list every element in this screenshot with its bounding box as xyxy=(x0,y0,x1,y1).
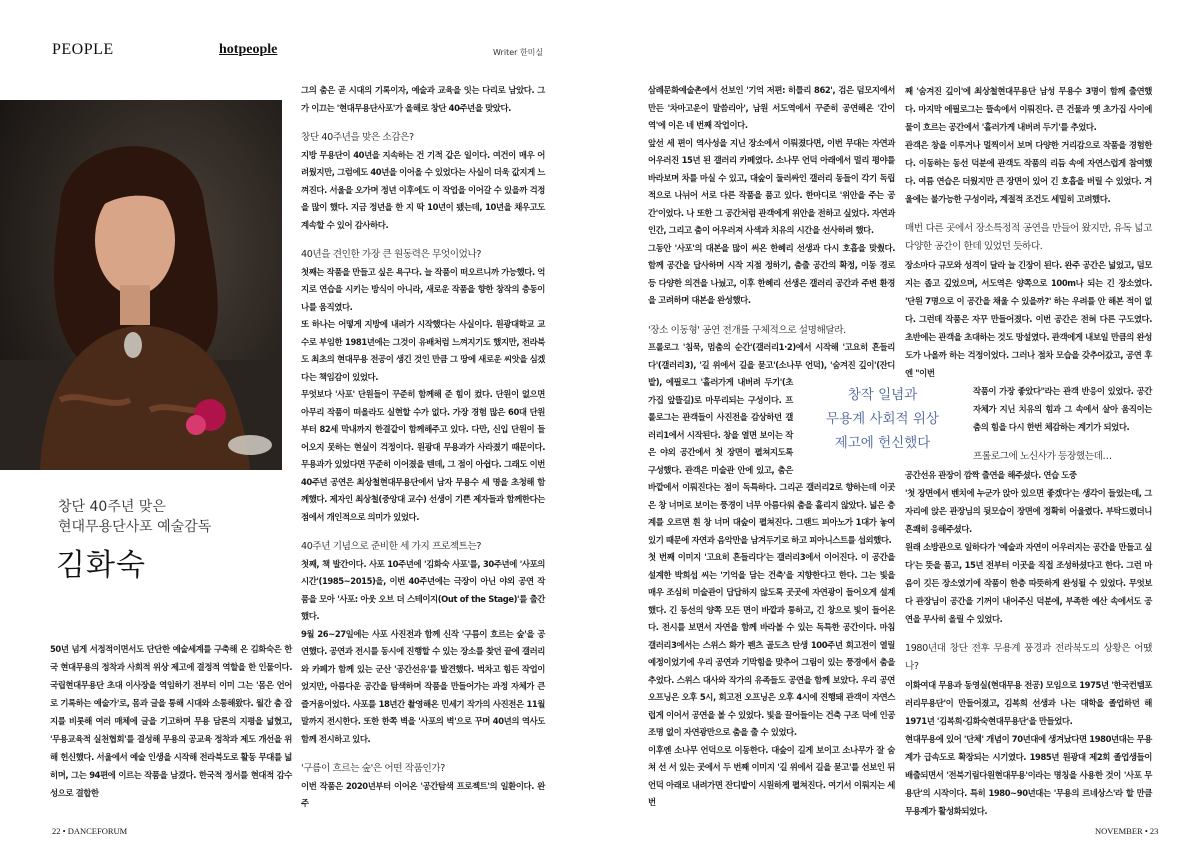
answer-paragraph: 장소마다 규모와 성격이 달라 늘 긴장이 된다. 완주 공간은 넓었고, 덤모지는 좁고 깊었으며, 서도역은 양쪽으로 100m나 되는 긴 장소였다. '단원 7명으로 이 공간을 채울 수 있을까?' 하는 우려를 안 해본 적이 없다. 그런데 작품은 자꾸 만들어졌다. 이번 공간은 전혀 다른 구도였다. 초반에는 관객을 초대하는 것도 망설였다. 관객에게 내보일 만큼의 완성도가 나올까 하는 걱정이었다. 그러나 점차 모습을 갖추어갔고, 공연 후엔 "이번 xyxy=(905,260,1152,378)
answer-paragraph: 째 '숨겨진 깊이'에 최상철현대무용단 남성 무용수 3명이 함께 출연했다. 마지막 에필로그는 뜰속에서 이뤄진다. 큰 건물과 옛 초가집 사이에 물이 흐르는 공간에서 '흘러가게 내버려 두기'를 추었다. xyxy=(905,86,1152,132)
question: '장소 이동형' 공연 전개를 구체적으로 설명해달라. xyxy=(648,324,846,336)
answer-paragraph: 또 하나는 어떻게 지방에 내려가 시작했다는 사실이다. 원광대학교 교수로 부임한 1981년에는 그것이 유배처럼 느껴지기도 했지만, 전라북도 최초의 현대무용 전공이 생긴 것인 만큼 그 땅에 새로운 씨앗을 심겠다는 책임감이 있었다. xyxy=(301,319,545,382)
answer-paragraph: 무엇보다 '사포' 단원들이 꾸준히 함께해 준 힘이 컸다. 단원이 없으면 아무리 작품이 떠올라도 실현할 수가 없다. 가장 경험 많은 60대 단원부터 82세 막내까지 한결같이 함께해주고 있다. 다만, 신입 단원이 들어오지 못하는 현실이 걱정이다. 원광대 무용과가 사라졌기 때문이다. 무용과가 있었다면 꾸준히 이어졌을 텐데, 그 점이 아쉽다. 그래도 이번 40주년 공연은 최상철현대무용단에서 남자 무용수 세 명을 초청해 함께했다. 제자인 최상철(중앙대 교수) 선생이 기쁜 제자들과 함께한다는 점에서 개인적으로 의미가 있었다. xyxy=(301,389,545,522)
headline-line-1: 창단 40주년 맞은 xyxy=(58,499,166,515)
portrait-photo xyxy=(0,100,282,470)
pull-quote-line: 무용계 사회적 위상 xyxy=(826,411,939,427)
question: 창단 40주년을 맞은 소감은? xyxy=(301,132,414,143)
answer-paragraph: 9월 26~27일에는 사포 사진전과 함께 신작 '구름이 흐르는 숲'을 공연했다. 공연과 전시를 동시에 진행할 수 있는 장소를 찾던 끝에 갤러리와 카페가 함께 있는 군산 '공간선유'를 발견했다. 벅차고 힘든 작업이었지만, 아름다운 공간을 탐색하며 작품을 만들어가는 과정 자체가 큰 즐거움이었다. 사포를 18년간 촬영해온 민세기 작가의 사진전은 11월 말까지 전시한다. 또한 한쪽 벽을 '사포의 벽'으로 꾸며 40년의 역사도 함께 전시하고 있다. xyxy=(301,628,545,744)
intro-paragraph: 50년 넘게 서정적이면서도 단단한 예술세계를 구축해 온 김화숙은 한국 현대무용의 정착과 사회적 위상 제고에 결정적 역할을 한 인물이다. 국립현대무용단 초대 이사장을 역임하기 전부터 이미 그는 '몸은 언어로 기록하는 예술가'로, 몸과 글을 통해 시대와 소통해왔다. 월간 춤 잡지를 비롯해 여러 매체에 글을 기고하며 무용 담론의 지평을 넓혔고, '무용교육적 실천협회'를 결성해 무용의 공교육 정착과 제도 개선을 위해 헌신했다. 서울에서 예술 인생을 시작해 전라북도로 활동 무대를 넓히며, 그는 94편에 이르는 작품을 남겼다. 한국적 정서를 현대적 감수성으로 결합한 xyxy=(50,644,292,798)
folio-right: NOVEMBER • 23 xyxy=(1095,826,1159,836)
folio-left: 22 • DANCEFORUM xyxy=(52,826,128,836)
question: 1980년대 창단 전후 무용계 풍경과 전라북도의 상황은 어땠나? xyxy=(905,643,1152,672)
answer-paragraph: 작품이 가장 좋았다"라는 관객 반응이 있었다. 공간 자체가 지닌 치유의 힘과 그 속에서 살아 움직이는 춤의 힘을 다시 한번 체감하는 계기가 되었다. xyxy=(973,386,1152,432)
question: '구름이 흐르는 숲'은 어떤 작품인가? xyxy=(301,763,445,774)
answer-paragraph: 그동안 '사포'의 대본을 많이 써온 한혜리 선생과 다시 호흡을 맞췄다. 함께 공간을 답사하며 시작 지점 정하기, 춤출 공간의 확정, 이동 경로 등 다양한 의견을 나눴고, 이후 한혜리 선생은 갤러리 공간과 주변 환경을 고려하며 대본을 완성했다. xyxy=(648,242,895,305)
answer-paragraph: 삼례문화예술촌에서 선보인 '기억 저편: 히틀리 862', 검은 덤모지에서 만든 '차마고운이 말씀리아', 남원 서도역에서 꾸준히 공연해온 '간이역'에 이은 네 번째 작업이다. xyxy=(648,85,895,130)
subject-name: 김화숙 xyxy=(56,548,146,583)
question: 매번 다른 곳에서 장소특정적 공연을 만들어 왔지만, 유독 넓고 다양한 공간이 한데 있었던 듯하다. xyxy=(905,223,1152,252)
pull-quote-line: 제고에 헌신했다 xyxy=(834,435,931,451)
answer-paragraph: 이화여대 무용과 동영실(현대무용 전공) 모임으로 1975년 '한국컨템포러리무용단'이 만들어졌고, 김복희 선생과 나는 대학을 졸업하던 해 1971년 '김복희·김화숙현대무용단'을 만들었다. xyxy=(905,680,1152,726)
pull-quote xyxy=(800,383,965,455)
subsection-label: hotpeople xyxy=(219,42,278,57)
answer-paragraph: 지방 무용단이 40년을 지속하는 건 기적 같은 일이다. 여건이 매우 어려웠지만, 그럼에도 40년을 이어올 수 있었다는 사실이 더욱 값지게 느껴진다. 서울을 오가며 정년 이후에도 이 작업을 이어갈 수 있을까 걱정을 많이 했다. 지금 정년을 한 지 딱 10년이 됐는데, 10년을 채우고도 계속할 수 있어 감사하다. xyxy=(301,149,545,230)
answer-paragraph: 현대무용에 있어 '단체' 개념이 70년대에 생겨났다면 1980년대는 무용계가 급속도로 확장되는 시기였다. 1985년 원광대 제2회 졸업생들이 배출되면서 '전북기림다원현대무용'이라는 명칭을 사용한 것이 '사포 무용단'의 시작이다. 특히 1980~90년대는 '무용의 르네상스'라 할 만큼 무용계가 활성화되었다. xyxy=(905,734,1152,816)
answer-paragraph: 첫 번째 이미지 '고요히 흔들리다'는 갤러리3에서 이어진다. 이 공간을 설계한 박희섭 씨는 '기억을 담는 건축'을 지향한다고 한다. 그는 빛을 매우 조심히 미술관이 답답하지 않도록 곳곳에 자연광이 들어오게 설계했다. 긴 동선의 양쪽 모든 면이 바깥과 통하고, 긴 창으로 빛이 들어온다. 전시를 보면서 자연을 함께 바라볼 수 있는 독특한 공간이다. 마침 갤러리3에서는 스위스 화가 펜츠 골도츠 탄생 100주년 회고전이 열릴 예정이었기에 우리 공연과 기막힘을 맞추어 그림이 있는 풍경에서 춤을 추었다. 스위스 대사와 작가의 유족들도 공연을 함께 보았다. 우리 공연 오프닝은 오후 5시, 회고전 오프닝은 오후 4시에 진행돼 관객이 자연스럽게 이어서 공연을 볼 수 있었다. 빛을 끌어들이는 건축 구조 덕에 인공조명 없이 자연광만으로 춤을 출 수 있었다. xyxy=(648,552,895,737)
body-column-2 xyxy=(301,82,545,813)
answer-paragraph: 앞선 세 편이 역사성을 지닌 장소에서 이뤄졌다면, 이번 무대는 자연과 어우러진 15년 된 갤러리 카페였다. 소나무 언덕 아래에서 멀리 평야를 바라보며 차를 마실 수 있고, 대숲이 둘러싸인 갤러리 동들이 각기 독립적으로 나뉘어 서로 다른 작품을 품고 있다. 한마디로 '위안을 주는 공간'이었다. 나 또한 그 공간처럼 관객에게 위안을 전하고 싶었다. 자연과 인간, 그리고 춤이 어우러져 사색과 치유의 시간을 선사하려 했다. xyxy=(648,137,895,235)
answer-paragraph: 첫째는 작품을 만들고 싶은 욕구다. 늘 작품이 떠오르니까 가능했다. 억지로 연습을 시키는 방식이 아니라, 새로운 작품을 향한 창작의 충동이 나를 움직였다. xyxy=(301,266,545,312)
headline xyxy=(58,497,211,537)
body-column-1 xyxy=(50,640,292,802)
answer-paragraph: '첫 장면에서 벤치에 누군가 앉아 있으면 좋겠다'는 생각이 들었는데, 그 자리에 앉은 관장님의 뒷모습이 장면에 정확히 어울렸다. 부탁드렸더니 흔쾌히 응해주셨다. xyxy=(905,488,1152,534)
section-label: PEOPLE xyxy=(52,41,114,58)
writer-credit: Writer 한미실 xyxy=(493,48,544,57)
answer-paragraph: 원래 소방관으로 일하다가 '예술과 자연이 어우러지는 공간을 만들고 싶다'는 뜻을 품고, 15년 전부터 이곳을 직접 조성하셨다고 한다. 그런 마음이 깃든 장소였기에 작품이 한층 따뜻하게 완성될 수 있었다. 무엇보다 관장님이 공간을 기꺼이 내어주신 덕분에, 부족한 예산 속에서도 공연을 무사히 올릴 수 있었다. xyxy=(905,542,1152,624)
answer-paragraph: 이후엔 소나무 언덕으로 이동한다. 대숲이 길게 보이고 소나무가 잘 숨쳐 선 서 있는 곳에서 두 번째 이미지 '길 위에서 길을 묻고'를 선보인 뒤 언덕 아래로 내려가면 잔디밭이 시원하게 펼쳐진다. 여기서 이뤄지는 세 번 xyxy=(648,744,895,807)
headline-line-2: 현대무용단사포 예술감독 xyxy=(58,519,212,535)
answer-paragraph: 이번 작품은 2020년부터 이어온 '공간탐색 프로젝트'의 일환이다. 완주 xyxy=(301,780,545,808)
answer-paragraph: 첫째, 책 발간이다. 사포 10주년에 '김화숙 사포'를, 30주년에 '사포의 시간'(1985~2015)을, 이번 40주년에는 극장이 아닌 야외 공연 작품을 모아 '사포: 아웃 오브 더 스테이지(Out of the Stage)'를 출간했다. xyxy=(301,558,545,621)
question: 40주년 기념으로 준비한 세 가지 프로젝트는? xyxy=(301,541,482,552)
question: 40년을 견인한 가장 큰 원동력은 무엇이었나? xyxy=(301,249,482,260)
answer-paragraph: 프롤로그 '침묵, 멈춤의 순간'(갤러리1·2)에서 시작해 '고요히 흔들리다'(갤러리3), '길 위에서 길을 묻고'(소나무 언덕), '숨겨진 깊이'(잔디밭), 에필로그 '흘러가게 내버려 두기'(초가집 앞뜰길)로 마무리되는 구성이다. 프롤로그는 관객들이 사진전을 감상하던 갤러리1에서 시작된다. 창을 열면 보이는 작은 야외 공간에서 첫 장면이 펼쳐지도록 구성했다. 관객은 미술관 안에 있고, 춤은 바깥에서 이뤄진다는 점이 독특하다. 그리곤 갤러리2로 향하는데 이곳은 창 너머로 보이는 풍경이 너무 아름다워 춤을 흘리지 않았다. 넓은 층계를 오르면 흰 창 너머 대숲이 펼쳐진다. 그랜드 피아노가 1대가 놓여있기 때문에 자연과 음악만을 남겨두기로 하고 피아니스트를 섭외했다. xyxy=(648,342,895,545)
answer-paragraph: 관객은 창을 이루거나 멀찍이서 보며 다양한 거리감으로 작품을 경험한다. 이동하는 동선 덕분에 관객도 작품의 리듬 속에 자연스럽게 참여했다. 여름 연습은 더웠지만 큰 장면이 있어 긴 호흡을 버릴 수 있었다. 겨울에는 불가능한 구성이라, 계절적 조건도 세밀히 고려했다. xyxy=(905,140,1152,204)
answer-paragraph: 공간선유 관장이 깜짝 출연을 해주셨다. 연습 도중 xyxy=(905,470,1077,480)
intro-paragraph: 그의 춤은 곧 시대의 기록이자, 예술과 교육을 잇는 다리로 남았다. 그가 이끄는 '현대무용단사포'가 올해로 창단 40주년을 맞았다. xyxy=(301,85,545,113)
question: 프롤로그에 노신사가 등장했는데… xyxy=(973,451,1112,462)
pull-quote-line: 창작 일념과 xyxy=(847,387,918,403)
